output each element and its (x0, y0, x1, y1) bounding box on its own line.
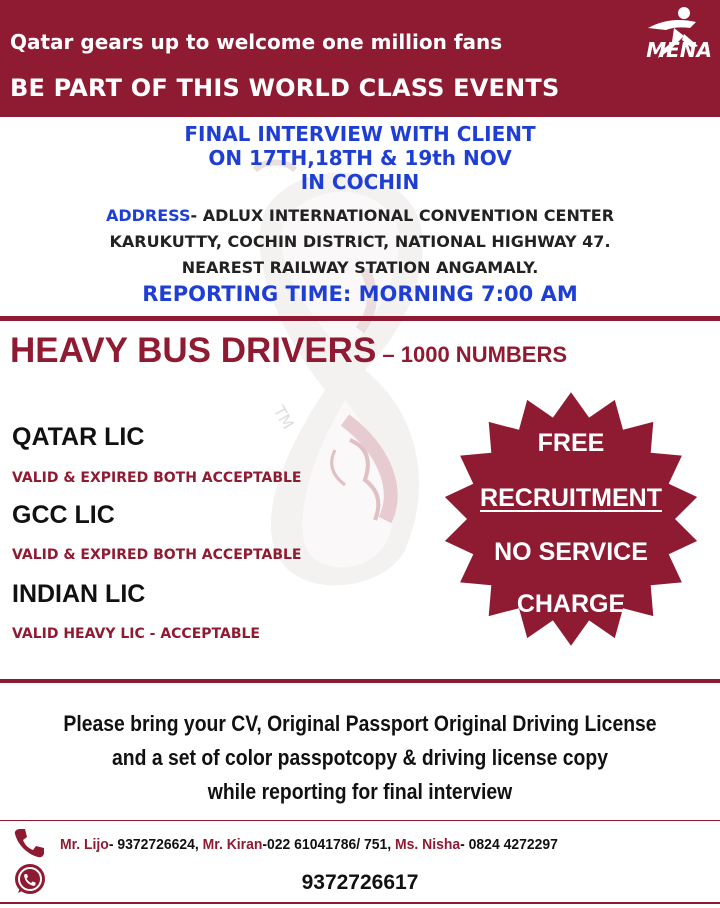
interview-line-3: IN COCHIN (300, 170, 420, 194)
license-name: GCC LIC (12, 501, 115, 529)
contact-number[interactable]: -022 61041786/ 751, (262, 836, 396, 853)
contact-number[interactable]: - 9372726624, (108, 836, 203, 853)
badge-line-2: RECRUITMENT (480, 484, 662, 512)
header-banner (0, 0, 720, 117)
job-title (10, 331, 567, 371)
header-headline: BE PART OF THIS WORLD CLASS EVENTS (10, 74, 560, 102)
interview-info (0, 122, 720, 194)
note-line-2: and a set of color passpotcopy & driving license copy (112, 745, 608, 770)
header-tagline: Qatar gears up to welcome one million fans (10, 30, 503, 54)
interview-line-2: ON 17TH,18TH & 19th NOV (208, 146, 512, 170)
license-note: VALID & EXPIRED BOTH ACCEPTABLE (12, 470, 302, 486)
contact-list (60, 836, 558, 853)
badge-line-4: CHARGE (516, 590, 626, 618)
address-label: ADDRESS (105, 206, 191, 225)
job-quantity: – 1000 NUMBERS (376, 342, 568, 367)
license-name: QATAR LIC (12, 423, 145, 451)
license-note: VALID & EXPIRED BOTH ACCEPTABLE (12, 547, 302, 563)
address-block (0, 203, 720, 281)
job-title-text: HEAVY BUS DRIVERS (10, 331, 377, 370)
whatsapp-number[interactable]: 9372726617 (301, 871, 419, 894)
divider (0, 902, 720, 904)
divider (0, 316, 720, 321)
divider (0, 679, 720, 683)
contact-name: Ms. Nisha (395, 836, 461, 853)
phone-icon (12, 826, 46, 860)
watermark-text: TM (269, 402, 298, 433)
interview-line-1: FINAL INTERVIEW WITH CLIENT (184, 122, 536, 146)
address-line-1: - ADLUX INTERNATIONAL CONVENTION CENTER (190, 206, 615, 225)
badge-line-3: NO SERVICE (494, 538, 648, 566)
badge-line-1: FREE (537, 429, 605, 457)
address-line-3: NEAREST RAILWAY STATION ANGAMALY. (181, 258, 539, 277)
logo-text: MENA (646, 38, 712, 62)
contact-name: Mr. Lijo (60, 836, 109, 853)
divider (0, 820, 720, 821)
note-line-3: while reporting for final interview (207, 779, 513, 804)
reporting-time: REPORTING TIME: MORNING 7:00 AM (142, 282, 578, 306)
license-name: INDIAN LIC (12, 580, 146, 608)
license-note: VALID HEAVY LIC - ACCEPTABLE (12, 626, 260, 642)
documents-note (43, 707, 677, 809)
contact-name: Mr. Kiran (202, 836, 263, 853)
note-line-1: Please bring your CV, Original Passport Original Driving License (63, 711, 657, 736)
contact-number[interactable]: - 0824 4272297 (460, 836, 558, 853)
address-line-2: KARUKUTTY, COCHIN DISTRICT, NATIONAL HIGHWAY 47. (109, 232, 611, 251)
